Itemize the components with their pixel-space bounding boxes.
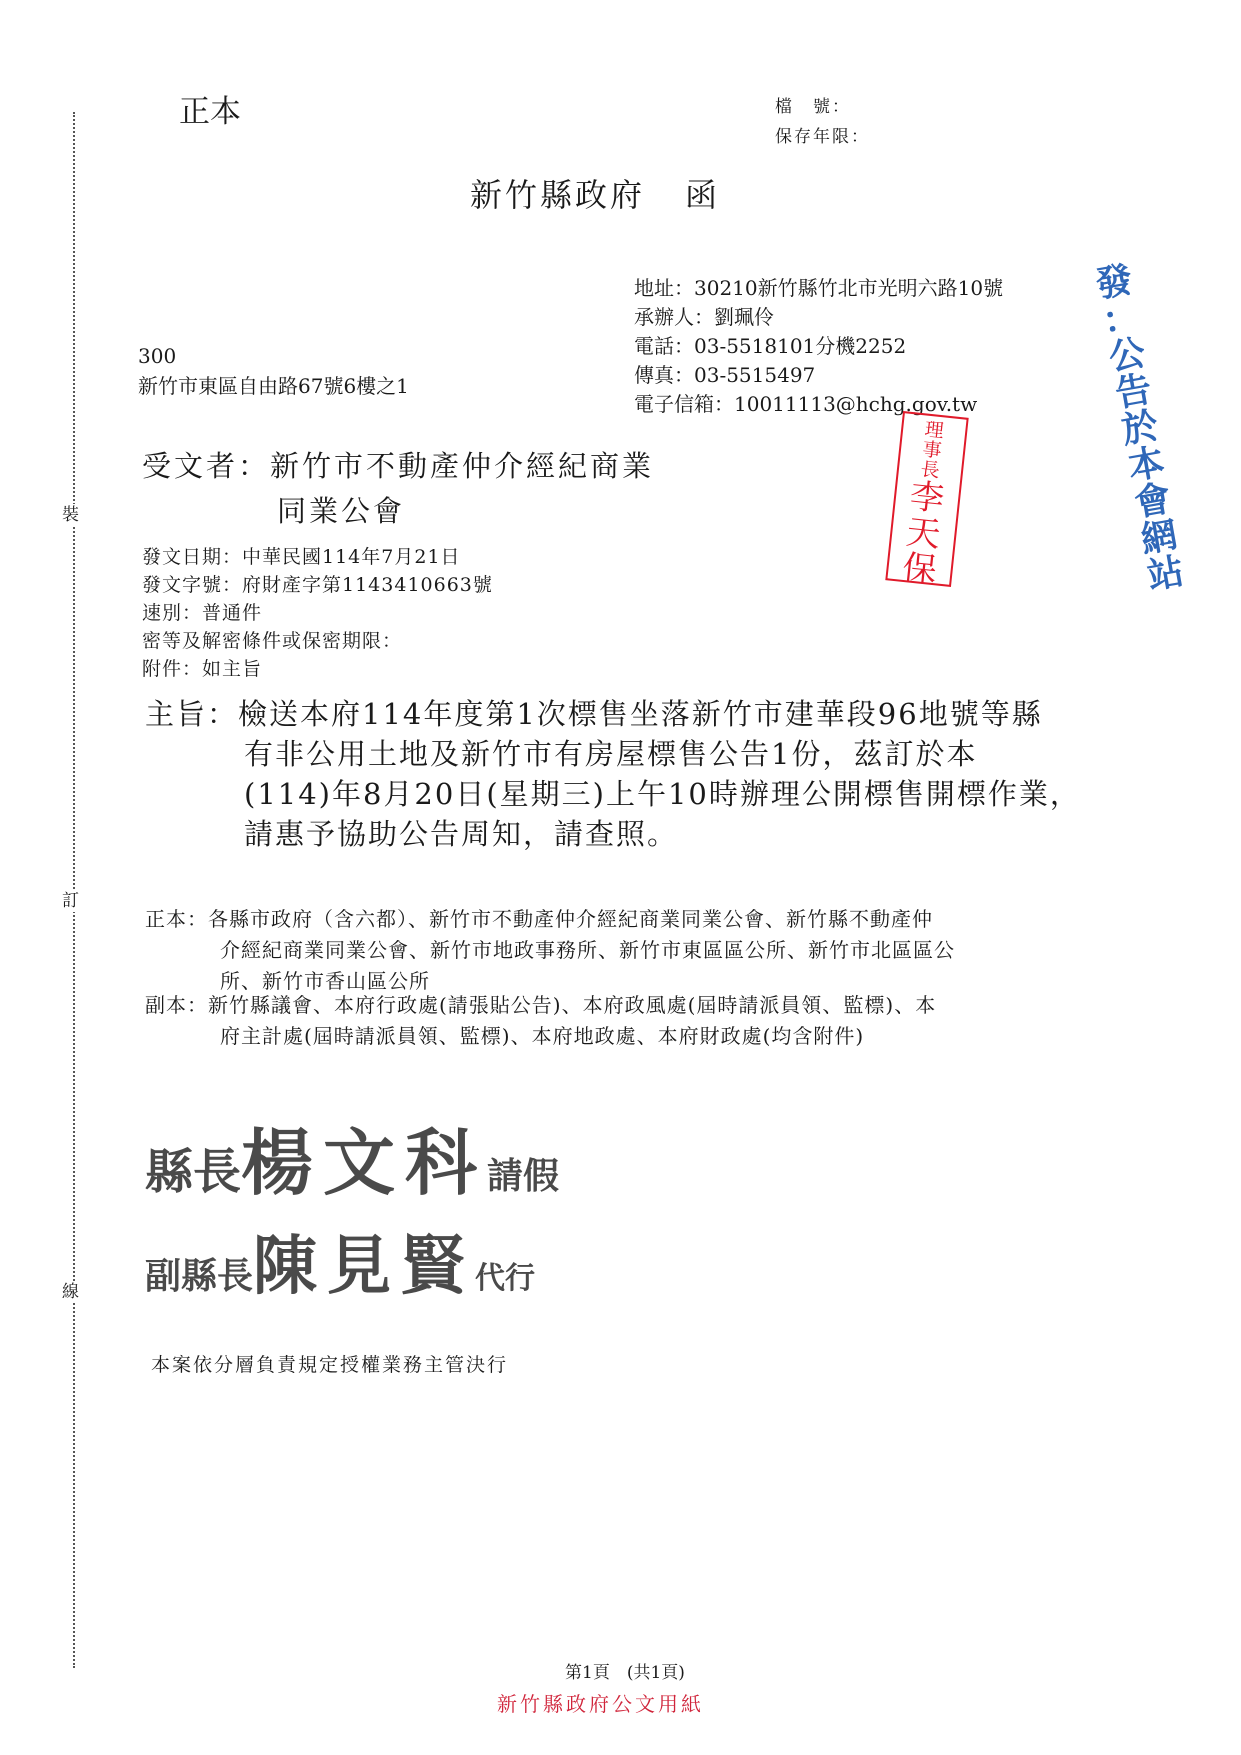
recipient-line2: 同業公會 — [277, 494, 406, 528]
official-paper-label: 新竹縣政府公文用紙 — [497, 1692, 704, 1716]
recipient-line1: 受文者：新竹市不動產仲介經紀商業 — [142, 449, 655, 483]
agency-name: 新竹縣政府 — [470, 176, 646, 214]
signature-line1 — [145, 1105, 559, 1209]
binding-mark-xian: 線 — [62, 1282, 79, 1302]
distribution-line: 府主計處(屆時請派員領、監標)、本府地政處、本府財政處(均含附件) — [220, 1024, 865, 1048]
binding-mark-zhuang: 裝 — [62, 505, 79, 525]
speed: 速別：普通件 — [142, 602, 263, 624]
signature-title: 副縣長 — [145, 1255, 254, 1297]
binding-mark-ding: 訂 — [62, 891, 79, 911]
signature-line2 — [145, 1215, 535, 1307]
sender-email: 電子信箱：10011113@hchg.gov.tw — [634, 392, 978, 416]
signature-name: 楊文科 — [241, 1120, 488, 1205]
attachments: 附件：如主旨 — [142, 658, 263, 680]
distribution-line: 介經紀商業同業公會、新竹市地政事務所、新竹市東區區公所、新竹市北區區公 — [220, 938, 955, 962]
recipient-address: 新竹市東區自由路67號6樓之1 — [138, 374, 409, 398]
page-number: 第1頁 (共1頁) — [565, 1663, 685, 1683]
distribution-line: 所、新竹市香山區公所 — [220, 969, 430, 993]
signature-name: 陳見賢 — [253, 1229, 476, 1304]
sender-fax: 傳真：03-5515497 — [634, 363, 816, 387]
document-number: 發文字號：府財產字第1143410663號 — [142, 574, 493, 596]
authorization-note: 本案依分層負責規定授權業務主管決行 — [151, 1354, 509, 1376]
subject-line: (114)年8月20日(星期三)上午10時辦理公開標售開標作業， — [244, 777, 1081, 811]
signature-note: 請假 — [487, 1155, 560, 1197]
subject-line: 主旨：檢送本府114年度第1次標售坐落新竹市建華段96地號等縣 — [145, 697, 1043, 731]
subject — [145, 694, 1081, 854]
signature-note: 代行 — [475, 1261, 536, 1296]
stamp-name: 李 天 保 — [900, 476, 947, 592]
chairman-seal-stamp — [885, 411, 968, 592]
signature-title: 縣長 — [145, 1144, 242, 1200]
subject-line: 有非公用土地及新竹市有房屋標售公告1份，茲訂於本 — [244, 737, 978, 771]
sender-address: 地址：30210新竹縣竹北市光明六路10號 — [634, 276, 1004, 300]
subject-line: 請惠予協助公告周知，請查照。 — [244, 817, 679, 851]
distribution-original — [145, 904, 955, 997]
file-number-label: 檔 號： — [775, 97, 851, 117]
sender-phone: 電話：03-5518101分機2252 — [634, 334, 907, 358]
sender-handler: 承辦人：劉珮伶 — [634, 305, 774, 329]
stamp-title: 理 事 長 — [919, 418, 945, 483]
doc-type: 函 — [685, 176, 721, 214]
distribution-line: 副本：新竹縣議會、本府行政處(請張貼公告)、本府政風處(屆時請派員領、監標)、本 — [145, 993, 937, 1017]
distribution-copy — [145, 990, 936, 1052]
confidentiality: 密等及解密條件或保密期限： — [142, 630, 403, 652]
recipient-zip: 300 — [138, 344, 177, 368]
copy-type: 正本 — [179, 94, 241, 130]
document-title — [470, 170, 720, 216]
posted-on-website-stamp: 發 ： 公 告 於 本 會 網 站 — [1092, 259, 1187, 598]
issue-date: 發文日期：中華民國114年7月21日 — [142, 546, 461, 568]
retention-label: 保存年限： — [775, 127, 870, 147]
distribution-line: 正本：各縣市政府（含六都）、新竹市不動產仲介經紀商業同業公會、新竹縣不動產仲 — [145, 907, 933, 931]
